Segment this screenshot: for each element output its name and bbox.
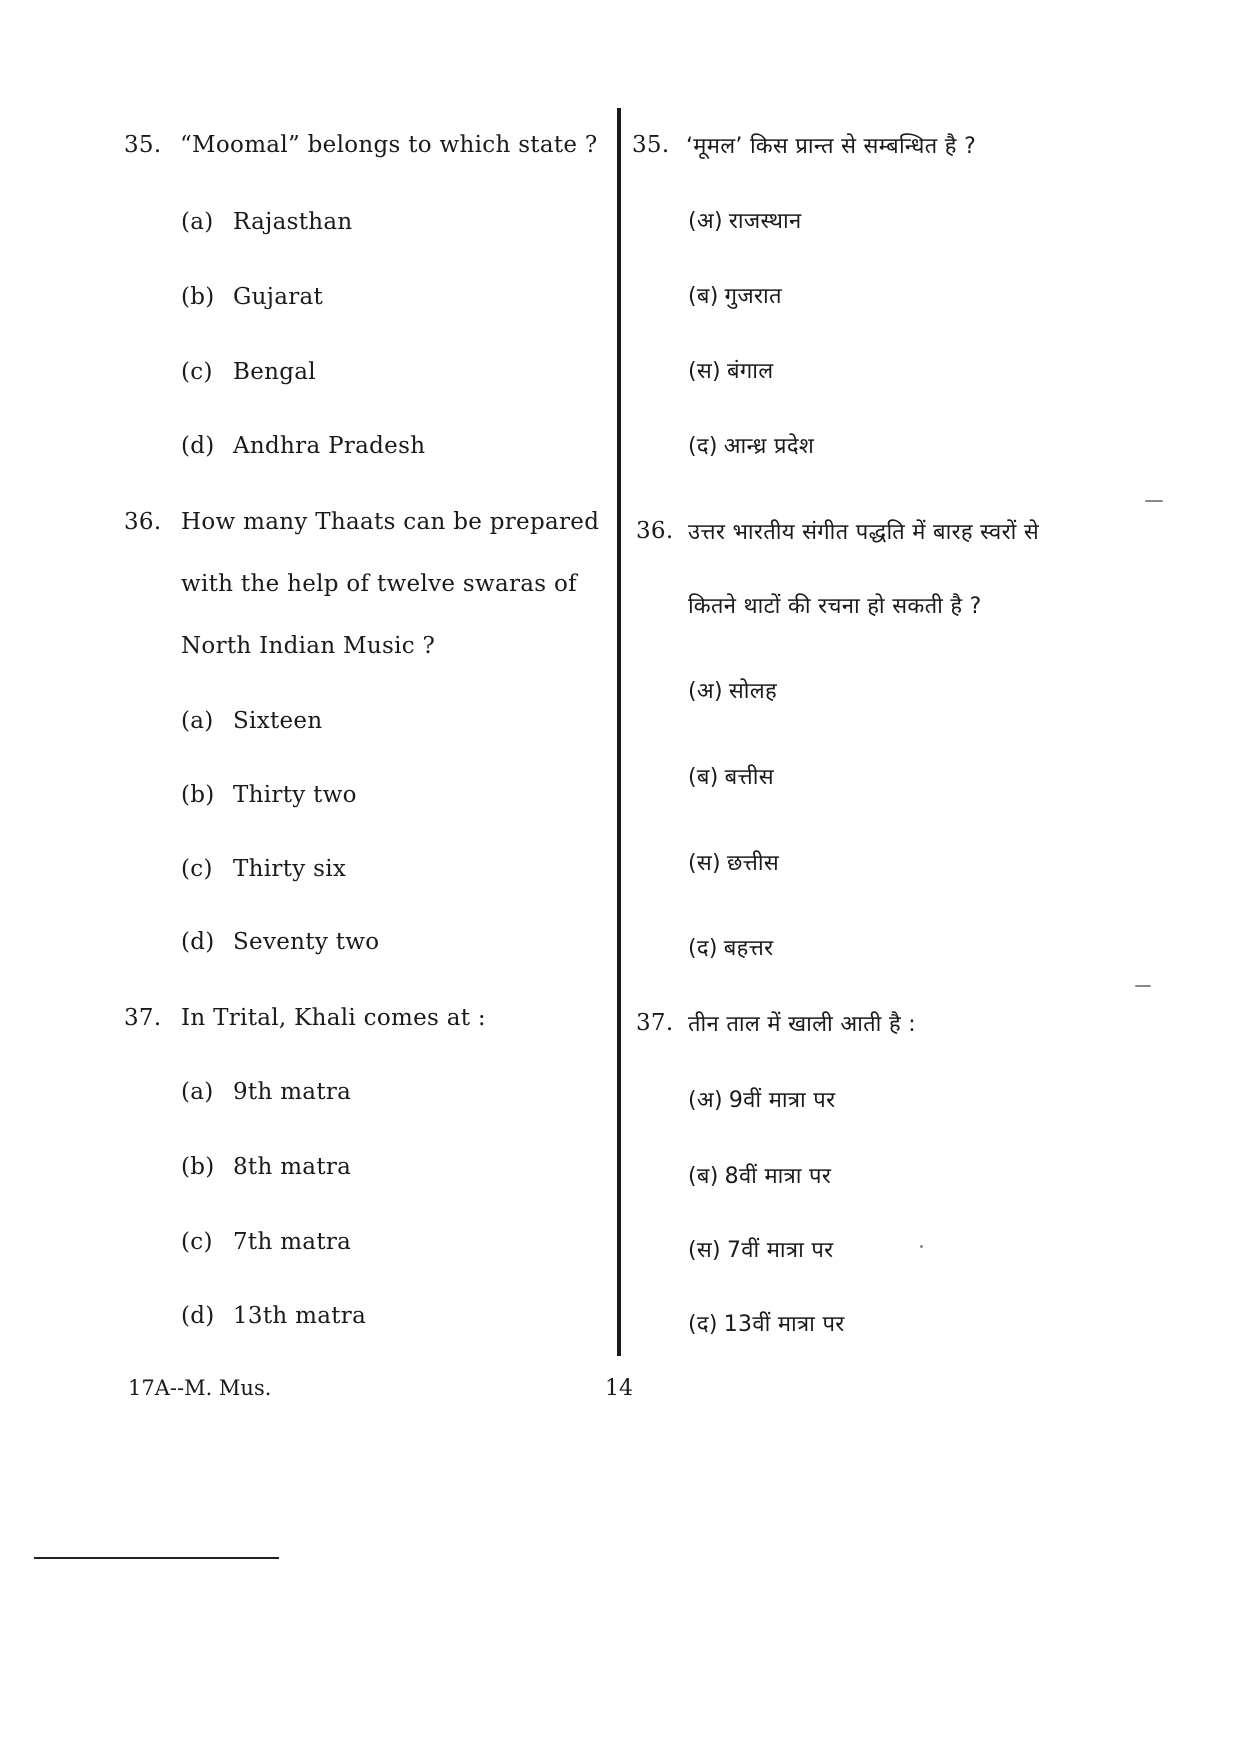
option-label: (द) <box>688 1312 718 1337</box>
q35-question-hindi: ‘मूमल’ किस प्रान्त से सम्बन्धित है ? <box>686 134 977 159</box>
q36-question-hindi-line-2: कितने थाटों की रचना हो सकती है ? <box>688 594 982 619</box>
option-label: (अ) <box>688 209 723 234</box>
q35-option-c-hindi <box>688 355 773 385</box>
option-text: गुजरात <box>724 284 782 309</box>
option-text: सोलह <box>728 679 777 704</box>
q36-option-a-hindi <box>688 675 777 705</box>
q36-question-line-1: How many Thaats can be prepared <box>181 509 600 535</box>
q36-option-a <box>181 708 322 734</box>
q36-question-line-3: North Indian Music ? <box>181 633 436 659</box>
option-text: 13वीं मात्रा पर <box>723 1312 845 1337</box>
q37-question: In Trital, Khali comes at : <box>181 1005 486 1031</box>
option-label: (a) <box>181 708 214 734</box>
q35-option-d <box>181 433 425 459</box>
option-text: 9वीं मात्रा पर <box>728 1088 836 1113</box>
page-number: 14 <box>605 1376 633 1401</box>
option-text: Sixteen <box>233 708 323 734</box>
option-label: (ब) <box>688 284 719 309</box>
q35-question: “Moomal” belongs to which state ? <box>180 132 598 158</box>
option-text: राजस्थान <box>728 209 802 234</box>
q35-option-d-hindi <box>688 430 814 460</box>
option-label: (द) <box>688 434 718 459</box>
option-label: (a) <box>181 209 214 235</box>
q35-option-b <box>181 284 323 310</box>
q36-option-c <box>181 856 346 882</box>
option-text: Andhra Pradesh <box>233 433 426 459</box>
scan-mark <box>1135 985 1151 987</box>
option-label: (b) <box>181 284 215 310</box>
option-text: Gujarat <box>233 284 324 310</box>
q36-option-d-hindi <box>688 932 773 962</box>
q36-question-hindi-line-1: उत्तर भारतीय संगीत पद्धति में बारह स्वरों से <box>688 520 1040 545</box>
q35-number: 35. <box>124 132 162 158</box>
option-label: (स) <box>688 359 721 384</box>
option-label: (d) <box>181 1303 215 1329</box>
option-text: बहत्तर <box>723 936 774 961</box>
option-text: 7वीं मात्रा पर <box>726 1238 834 1263</box>
q37-option-b-hindi <box>688 1160 831 1190</box>
option-label: (c) <box>181 856 213 882</box>
option-label: (b) <box>181 782 215 808</box>
q37-option-b <box>181 1154 351 1180</box>
q36-question-line-2: with the help of twelve swaras of <box>181 571 577 597</box>
q36-number-hindi: 36. <box>636 518 674 544</box>
q35-option-a <box>181 209 353 235</box>
q37-option-c <box>181 1229 351 1255</box>
q37-option-a <box>181 1079 351 1105</box>
q37-option-d <box>181 1303 366 1329</box>
q37-option-a-hindi <box>688 1084 835 1114</box>
q35-number-hindi: 35. <box>632 132 670 158</box>
option-label: (ब) <box>688 765 719 790</box>
option-label: (d) <box>181 929 215 955</box>
scan-mark <box>1145 500 1163 502</box>
option-label: (द) <box>688 936 718 961</box>
q35-option-c <box>181 359 316 385</box>
q37-number-hindi: 37. <box>636 1010 674 1036</box>
option-text: Bengal <box>233 359 316 385</box>
q35-option-a-hindi <box>688 205 801 235</box>
option-text: 13th matra <box>233 1303 367 1329</box>
option-label: (स) <box>688 851 721 876</box>
option-text: 8th matra <box>233 1154 352 1180</box>
option-label: (c) <box>181 1229 213 1255</box>
option-text: 8वीं मात्रा पर <box>724 1164 832 1189</box>
scan-speck <box>920 1245 923 1248</box>
option-label: (a) <box>181 1079 214 1105</box>
q36-option-c-hindi <box>688 847 779 877</box>
q35-option-b-hindi <box>688 280 782 310</box>
option-text: छत्तीस <box>726 851 780 876</box>
q36-option-b-hindi <box>688 761 774 791</box>
option-label: (ब) <box>688 1164 719 1189</box>
hindi-column <box>620 0 1240 1751</box>
option-text: 7th matra <box>233 1229 352 1255</box>
option-label: (अ) <box>688 679 723 704</box>
option-label: (c) <box>181 359 213 385</box>
q36-number: 36. <box>124 509 162 535</box>
q36-option-d <box>181 929 379 955</box>
option-label: (अ) <box>688 1088 723 1113</box>
footnote-rule <box>34 1557 279 1559</box>
option-label: (b) <box>181 1154 215 1180</box>
option-text: आन्ध्र प्रदेश <box>723 434 815 459</box>
q37-option-d-hindi <box>688 1308 845 1338</box>
option-label: (d) <box>181 433 215 459</box>
option-text: Thirty two <box>233 782 357 808</box>
option-text: बंगाल <box>726 359 774 384</box>
option-text: बत्तीस <box>724 765 774 790</box>
option-text: Seventy two <box>233 929 380 955</box>
option-text: Thirty six <box>233 856 347 882</box>
q37-option-c-hindi <box>688 1234 833 1264</box>
option-text: Rajasthan <box>233 209 353 235</box>
q37-question-hindi: तीन ताल में खाली आती है : <box>688 1012 916 1037</box>
q36-option-b <box>181 782 357 808</box>
english-column <box>0 0 615 1751</box>
option-text: 9th matra <box>233 1079 352 1105</box>
option-label: (स) <box>688 1238 721 1263</box>
paper-code: 17A--M. Mus. <box>128 1376 272 1400</box>
q37-number: 37. <box>124 1005 162 1031</box>
